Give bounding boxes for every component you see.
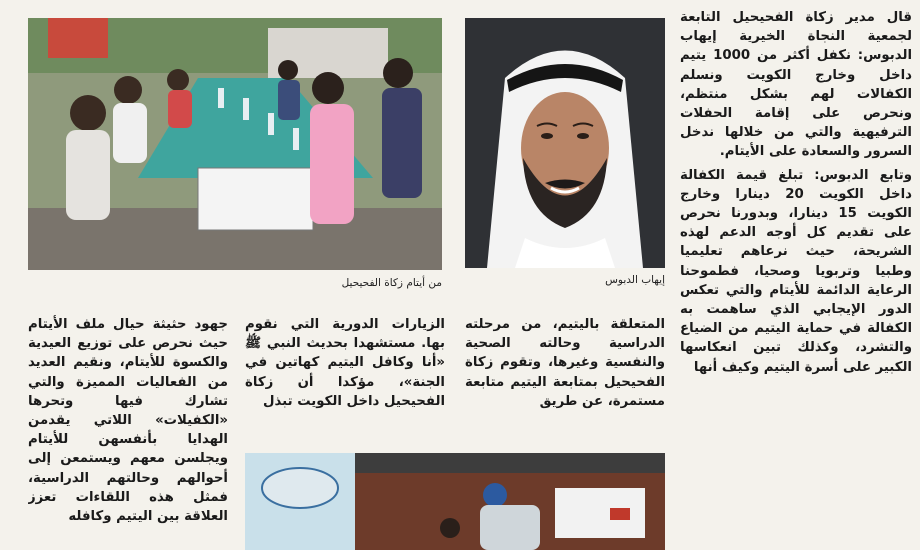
- orphans-event-photo: [28, 18, 442, 270]
- article-column-left: [28, 315, 228, 550]
- portrait-caption: إيهاب الدبوس: [605, 274, 665, 286]
- article-column-3: [245, 315, 445, 435]
- article-column-right: [680, 8, 912, 550]
- orphans-event-image: [28, 18, 442, 270]
- portrait-image: [465, 18, 665, 268]
- portrait-photo: [465, 18, 665, 268]
- paragraph-col2: المتعلقة باليتيم، من مرحلته الدراسية وحالته الصحية والنفسية وغيرها، وتقوم زكاة الفحيحيل بمتابعة اليتيم متابعة مستمرة، عن طريق: [465, 317, 665, 409]
- orphans-caption: من أيتام زكاة الفحيحيل: [341, 277, 442, 289]
- paragraph-intro: قال مدير زكاة الفحيحيل التابعة لجمعية النجاة الخيرية إيهاب الدبوس: نكفل أكثر من 1000 يتيم داخل وخارج الكويت ونسلم الكفالات لهم بشكل منتظم، ونحرص على إقامة الحفلات الترفيهية والتي من خلالها ندخل السرور والسعادة على الأيتام.: [680, 10, 912, 160]
- paragraph-continuation: وتابع الدبوس: تبلغ قيمة الكفالة داخل الكويت 20 دينارا وخارج الكويت 15 دينارا، وبدورنا نحرص على تقديم كل أوجه الدعم لهذه الشريحة، حيث نرعاهم تعليميا وطبيا وتربويا وصحيا، فطموحنا الرعاية الدائمة للأيتام والتي تعكس الدور الإيجابي الذي ساهمت به الكفالة في حماية اليتيم من الضياع والتشرد، وكذلك تبين انعكاسها الكبير على أسرة اليتيم وكيف أنها: [680, 167, 912, 375]
- paragraph-col3: الزيارات الدورية التي نقوم بها. مستشهدا بحديث النبي ﷺ «أنا وكافل اليتيم كهاتين في الجنة»، مؤكدا أن زكاة الفحيحيل داخل الكويت تبذل: [245, 317, 445, 409]
- article-column-2: [465, 315, 665, 435]
- bottom-event-photo: [245, 453, 665, 550]
- paragraph-col-left: جهود حثيثة حيال ملف الأيتام حيث نحرص على توزيع العيدية والكسوة للأيتام، ونقيم العديد من الفعاليات المميزة والتي تشارك فيها وتحرها «الكفيلات» اللاتي يقدمن الهدايا بأنفسهن للأيتام ويجلسن معهم ويستمعن إلى أحوالهم وحالتهم الدراسية، فمثل هذه اللقاءات تعزز العلاقة بين اليتيم وكافله: [28, 317, 228, 525]
- bottom-event-image: [245, 453, 665, 550]
